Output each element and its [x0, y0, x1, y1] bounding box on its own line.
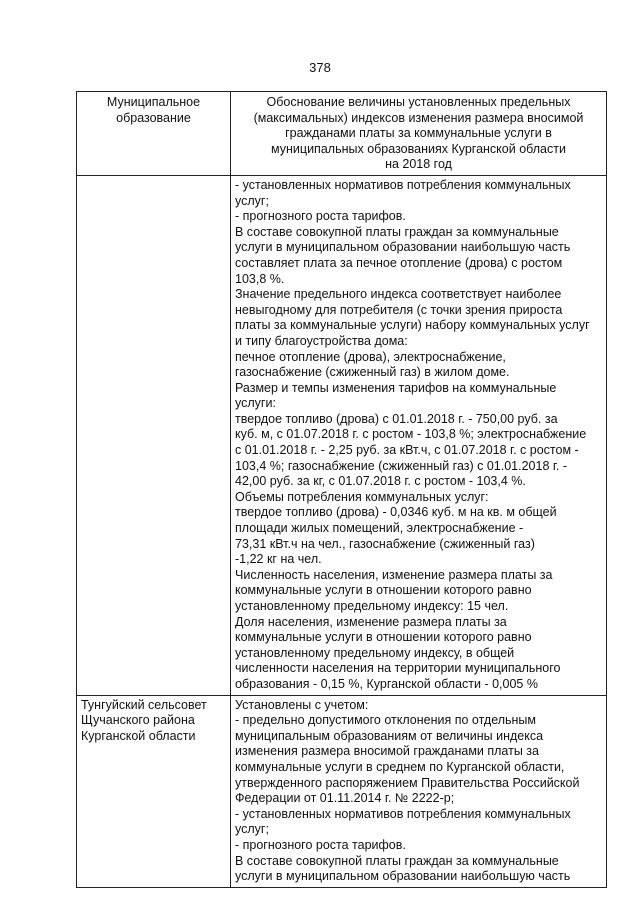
text-line: Значение предельного индекса соответствует наиболее	[235, 287, 562, 302]
text-line: - прогнозного роста тарифов.	[235, 209, 406, 224]
text-line: платы за коммунальные услуги) набору коммунальных услуг	[235, 318, 590, 333]
table-row	[77, 175, 607, 695]
text-line: -1,22 кг на чел.	[235, 552, 322, 567]
text-line: изменения размера вносимой гражданами платы за	[235, 744, 539, 759]
table-header-row	[77, 92, 607, 176]
text-line: услуг;	[235, 193, 269, 208]
municipality-cell	[77, 175, 231, 695]
municipality-line: Тунгуйский сельсовет	[81, 697, 207, 712]
text-line: установленному предельному индексу: 15 чел.	[235, 599, 509, 613]
page-number: 378	[309, 60, 331, 75]
table-row	[77, 695, 607, 887]
text-line: площади жилых помещений, электроснабжение -	[235, 521, 524, 536]
text-line: установленному предельному индексу, в общей	[235, 645, 515, 660]
text-line: Федерации от 01.11.2014 г. № 2222-р;	[235, 791, 455, 806]
text-line: твердое топливо (дрова) с 01.01.2018 г. - 750,00 руб. за	[235, 411, 558, 426]
text-line: Доля населения, изменение размера платы за	[235, 614, 507, 629]
header-right-line: (максимальных) индексов изменения размера вносимой	[253, 110, 584, 125]
text-line: с 01.01.2018 г. - 2,25 руб. за кВт.ч, с 01.07.2018 г. с ростом -	[235, 443, 579, 458]
text-line: - прогнозного роста тарифов.	[235, 837, 406, 852]
header-left-line: образование	[116, 110, 191, 125]
justification-cell	[231, 695, 607, 887]
text-line: твердое топливо (дрова) - 0,0346 куб. м на кв. м общей	[235, 505, 557, 520]
text-line: услуги в муниципальном образовании наибольшую часть	[235, 869, 571, 884]
text-line: Численность населения, изменение размера платы за	[235, 567, 553, 582]
text-line: 103,4 %; газоснабжение (сжиженный газ) с 01.01.2018 г. -	[235, 458, 568, 473]
header-left-line: Муниципальное	[106, 95, 201, 109]
text-line: численности населения на территории муниципального	[235, 661, 561, 676]
text-line: 103,8 %.	[235, 271, 285, 286]
text-line: услуг;	[235, 822, 269, 837]
text-line: 73,31 кВт.ч на чел., газоснабжение (сжиженный газ)	[235, 536, 535, 551]
municipality-cell	[77, 695, 231, 887]
text-line: Размер и темпы изменения тарифов на коммунальные	[235, 380, 557, 395]
header-right-line: Обоснование величины установленных предельных	[266, 95, 571, 109]
text-line: составляет плата за печное отопление (дрова) с ростом	[235, 255, 563, 270]
text-line: В составе совокупной платы граждан за коммунальные	[235, 853, 559, 868]
text-line: куб. м, с 01.07.2018 г. с ростом - 103,8 %; электроснабжение	[235, 427, 587, 442]
text-line: В составе совокупной платы граждан за коммунальные	[235, 224, 559, 239]
text-line: коммунальные услуги в отношении которого равно	[235, 630, 532, 645]
header-right-line: на 2018 год	[385, 157, 452, 172]
text-line: 42,00 руб. за кг, с 01.07.2018 г. с ростом - 103,4 %.	[235, 474, 526, 489]
text-line: услуги в муниципальном образовании наибольшую часть	[235, 240, 571, 255]
tariff-justification-table	[76, 91, 607, 888]
text-line: коммунальные услуги в отношении которого равно	[235, 583, 532, 598]
text-line: газоснабжение (сжиженный газ) в жилом доме.	[235, 365, 510, 380]
text-line: - установленных нормативов потребления коммунальных	[235, 806, 571, 821]
text-line: услуги:	[235, 396, 276, 411]
municipality-line: Щучанского района	[81, 713, 195, 728]
text-line: утвержденного распоряжением Правительства Российской	[235, 775, 580, 790]
text-line: Установлены с учетом:	[235, 697, 369, 712]
header-municipality	[77, 92, 231, 176]
text-line: муниципальным образованиям от величины индекса	[235, 728, 544, 743]
text-line: образования - 0,15 %, Курганской области - 0,005 %	[235, 676, 538, 691]
text-line: невыгодному для потребителя (с точки зрения прироста	[235, 302, 563, 317]
text-line: и типу благоустройства дома:	[235, 333, 408, 348]
header-right-line: гражданами платы за коммунальные услуги в	[285, 126, 552, 141]
header-justification	[231, 92, 607, 176]
text-line: Объемы потребления коммунальных услуг:	[235, 489, 489, 504]
text-line: печное отопление (дрова), электроснабжение,	[235, 349, 506, 364]
text-line: коммунальные услуги в среднем по Курганской области,	[235, 759, 565, 774]
text-line: - предельно допустимого отклонения по отдельным	[235, 713, 537, 728]
text-line: - установленных нормативов потребления коммунальных	[235, 177, 571, 192]
municipality-line: Курганской области	[81, 728, 196, 743]
header-right-line: муниципальных образованиях Курганской области	[271, 141, 566, 156]
justification-cell	[231, 175, 607, 695]
